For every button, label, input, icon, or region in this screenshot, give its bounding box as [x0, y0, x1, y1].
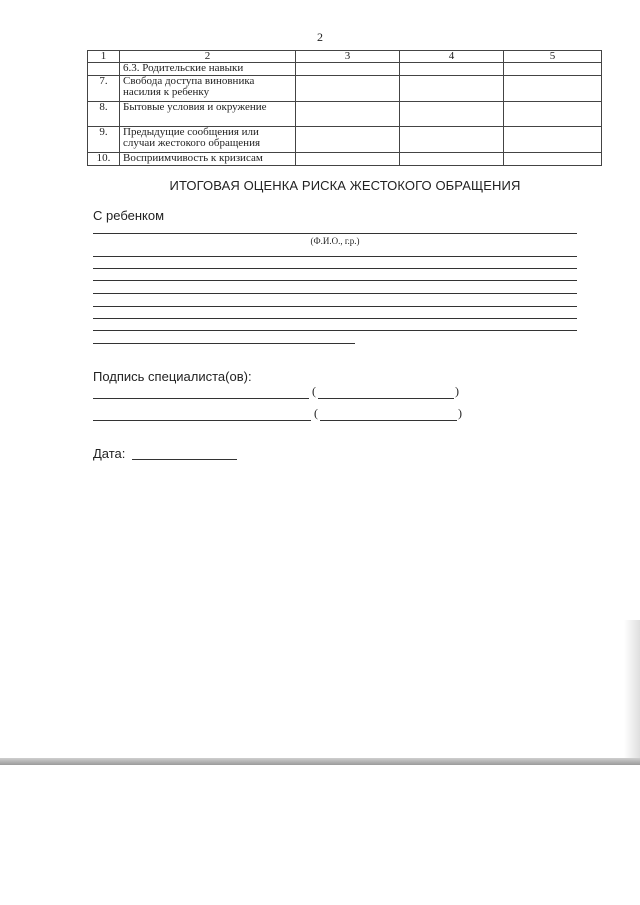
- row-number: 9.: [88, 127, 120, 153]
- scan-shadow: [624, 620, 640, 760]
- page-number: 2: [317, 30, 323, 44]
- assessment-blank-line[interactable]: [93, 256, 577, 257]
- score-cell: [296, 63, 400, 76]
- score-cell: [504, 153, 602, 166]
- score-cell: [400, 102, 504, 127]
- signature-name-line[interactable]: [320, 420, 457, 421]
- score-cell: [504, 127, 602, 153]
- row-item: Бытовые условия и окружение: [120, 102, 296, 127]
- table-header-cell: 5: [504, 51, 602, 63]
- row-number: 10.: [88, 153, 120, 166]
- score-cell: [296, 102, 400, 127]
- score-cell: [504, 63, 602, 76]
- table-header-row: [88, 51, 602, 63]
- open-paren: (: [314, 406, 318, 420]
- score-cell: [504, 76, 602, 102]
- row-item: Восприимчивость к кризисам: [120, 153, 296, 166]
- fio-blank-line[interactable]: [93, 233, 577, 234]
- table-row: [88, 102, 602, 127]
- assessment-blank-line[interactable]: [93, 280, 577, 281]
- score-cell: [504, 102, 602, 127]
- assessment-blank-line[interactable]: [93, 343, 355, 344]
- table-header-cell: 4: [400, 51, 504, 63]
- score-cell: [400, 153, 504, 166]
- close-paren: ): [458, 406, 462, 420]
- table-row: [88, 127, 602, 153]
- section-title: ИТОГОВАЯ ОЦЕНКА РИСКА ЖЕСТОКОГО ОБРАЩЕНИЯ: [169, 178, 521, 193]
- open-paren: (: [312, 384, 316, 398]
- with-child-label: С ребенком: [93, 208, 165, 223]
- row-number: 7.: [88, 76, 120, 102]
- table-row: [88, 153, 602, 166]
- signature-label: Подпись специалиста(ов):: [93, 369, 252, 384]
- row-number: 8.: [88, 102, 120, 127]
- table-header-cell: 1: [88, 51, 120, 63]
- close-paren: ): [455, 384, 459, 398]
- risk-table: [87, 50, 602, 166]
- row-item: Свобода доступа виновника насилия к ребенку: [120, 76, 296, 102]
- date-line[interactable]: [132, 459, 237, 460]
- assessment-blank-line[interactable]: [93, 330, 577, 331]
- assessment-blank-line[interactable]: [93, 293, 577, 294]
- assessment-blank-line[interactable]: [93, 306, 577, 307]
- signature-name-line[interactable]: [318, 398, 454, 399]
- signature-line[interactable]: [93, 398, 309, 399]
- table-header-cell: 3: [296, 51, 400, 63]
- assessment-blank-line[interactable]: [93, 318, 577, 319]
- fio-caption: (Ф.И.О., г.р.): [310, 236, 360, 246]
- score-cell: [296, 153, 400, 166]
- table-header-cell: 2: [120, 51, 296, 63]
- row-item: 6.3. Родительские навыки: [120, 63, 296, 76]
- table-row: [88, 76, 602, 102]
- date-label: Дата:: [93, 446, 126, 461]
- score-cell: [400, 63, 504, 76]
- score-cell: [296, 127, 400, 153]
- score-cell: [400, 76, 504, 102]
- row-number: [88, 63, 120, 76]
- score-cell: [296, 76, 400, 102]
- scan-bottom-edge: [0, 758, 640, 765]
- assessment-blank-line[interactable]: [93, 268, 577, 269]
- score-cell: [400, 127, 504, 153]
- table-row: [88, 63, 602, 76]
- signature-line[interactable]: [93, 420, 311, 421]
- row-item: Предыдущие сообщения или случаи жестокого обращения: [120, 127, 296, 153]
